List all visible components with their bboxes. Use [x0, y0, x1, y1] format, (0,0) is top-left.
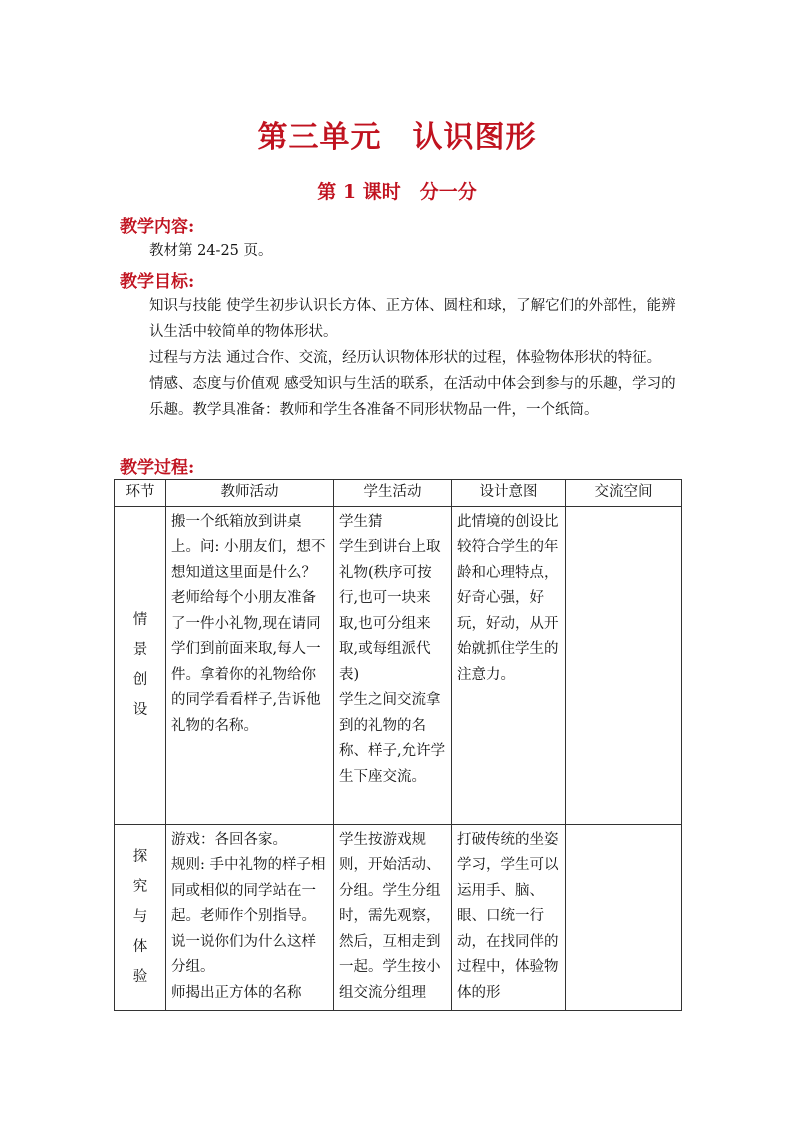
header-exchange-space: 交流空间 — [566, 480, 682, 507]
content-text-block — [120, 238, 680, 264]
design-intent-cell: 打破传统的坐姿学习，学生可以运用手、脑、眼、口统一行动，在找同伴的过程中，体验物体的形 — [452, 824, 566, 1010]
stage-char: 情 — [132, 612, 148, 628]
goals-heading: 教学目标: — [120, 272, 195, 292]
student-activity-cell: 学生按游戏规则，开始活动、分组。学生分组时，需先观察，然后，互相走到一起。学生按小组交流分组理 — [334, 824, 452, 1010]
goals-block — [120, 293, 680, 423]
lesson-subtitle: 第 1 课时 分一分 — [317, 181, 477, 203]
stage-cell — [115, 824, 166, 1010]
goal-process: 过程与方法 通过合作、交流，经历认识物体形状的过程，体验物体形状的特征。 — [149, 350, 662, 366]
goal-knowledge: 知识与技能 使学生初步认识长方体、正方体、圆柱和球，了解它们的外部性，能辨认生活中较简单的物体形状。 — [149, 298, 676, 340]
table-row — [115, 506, 682, 824]
header-student-activity: 学生活动 — [334, 480, 452, 507]
stage-char: 探 — [132, 849, 148, 865]
stage-char: 创 — [132, 672, 148, 688]
stage-char: 体 — [132, 939, 148, 955]
table-row — [115, 824, 682, 1010]
stage-char: 究 — [132, 879, 148, 895]
table-header-row — [115, 480, 682, 507]
teaching-process-table — [114, 479, 682, 1011]
exchange-space-cell — [566, 824, 682, 1010]
stage-char: 验 — [132, 969, 148, 985]
header-design-intent: 设计意图 — [452, 480, 566, 507]
header-stage: 环节 — [115, 480, 166, 507]
stage-cell — [115, 506, 166, 824]
stage-char: 景 — [132, 642, 148, 658]
design-intent-cell: 此情境的创设比较符合学生的年龄和心理特点，好奇心强，好玩，好动，从开始就抓住学生的注意力。 — [452, 506, 566, 824]
content-heading: 教学内容: — [120, 217, 195, 237]
content-text: 教材第 24-25 页。 — [149, 243, 273, 259]
goal-attitude: 情感、态度与价值观 感受知识与生活的联系，在活动中体会到参与的乐趣，学习的乐趣。教学具准备：教师和学生各准备不同形状物品一件，一个纸筒。 — [149, 376, 676, 418]
student-activity-cell: 学生猜 学生到讲台上取礼物(秩序可按行,也可一块来取,也可分组来取,或每组派代表) 学生之间交流拿到的礼物的名称、样子,允许学生下座交流。 — [334, 506, 452, 824]
process-heading: 教学过程: — [120, 458, 195, 478]
exchange-space-cell — [566, 506, 682, 824]
header-teacher-activity: 教师活动 — [166, 480, 334, 507]
teacher-activity-cell: 搬一个纸箱放到讲桌上。问: 小朋友们，想不想知道这里面是什么？老师给每个小朋友准备了一件小礼物,现在请同学们到前面来取,每人一件。拿着你的礼物给你的同学看看样子,告诉他礼物的名称。 — [166, 506, 334, 824]
page-title: 第三单元 认识图形 — [257, 120, 537, 155]
teacher-activity-cell: 游戏：各回各家。 规则: 手中礼物的样子相同或相似的同学站在一起。老师作个别指导。说一说你们为什么这样分组。 师揭出正方体的名称 — [166, 824, 334, 1010]
stage-char: 与 — [132, 909, 148, 925]
stage-char: 设 — [132, 702, 148, 718]
